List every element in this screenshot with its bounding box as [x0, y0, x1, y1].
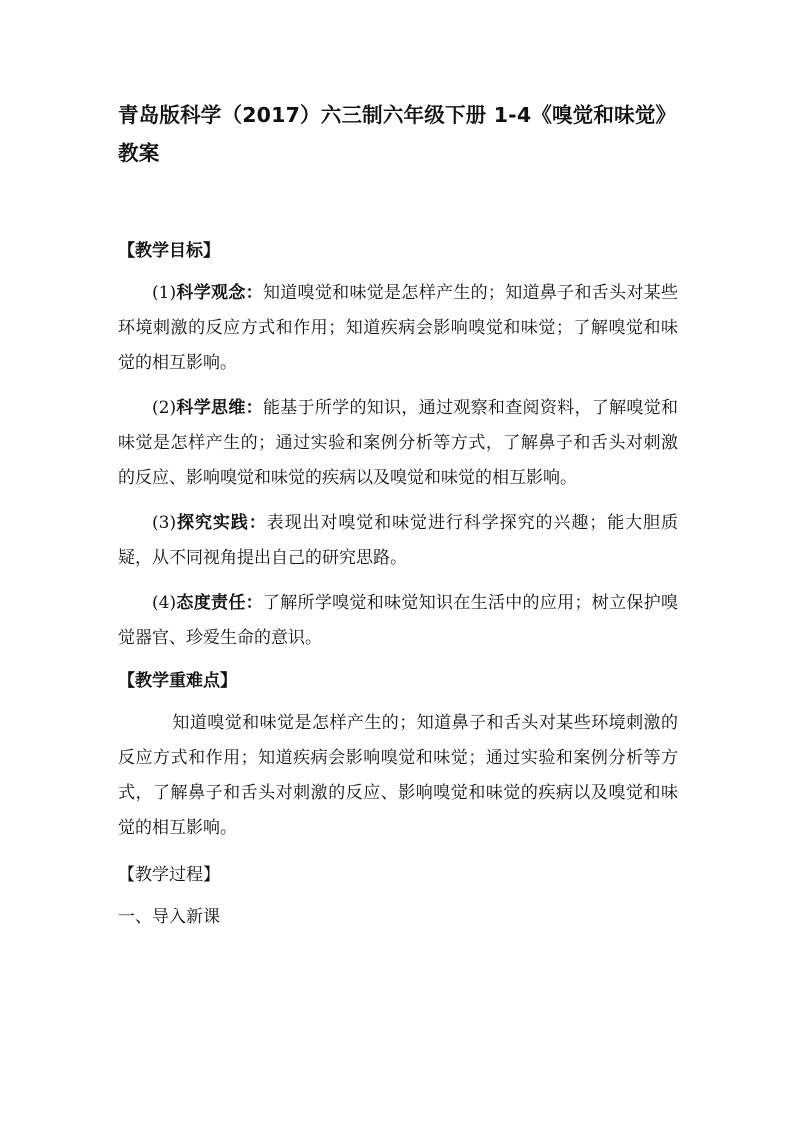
goal-number: (4): [152, 593, 177, 613]
document-page: [118, 96, 678, 934]
process-heading: 【教学过程】: [118, 865, 220, 885]
goal-text: 了解所学嗅觉和味觉知识在生活中的应用；树立保护嗅觉器官、珍爱生命的意识。: [118, 593, 679, 648]
goal-label: 科学思维：: [176, 398, 263, 418]
goal-text: 表现出对嗅觉和味觉进行科学探究的兴趣；能大胆质疑，从不同视角提出自己的研究思路。: [118, 513, 679, 568]
goal-item: [118, 391, 678, 496]
goal-item: [118, 276, 678, 381]
goal-number: (2): [152, 398, 177, 418]
goal-text: 能基于所学的知识，通过观察和查阅资料，了解嗅觉和味觉是怎样产生的；通过实验和案例分析等方式，了解鼻子和舌头对刺激的反应、影响嗅觉和味觉的疾病以及嗅觉和味觉的相互影响。: [118, 398, 679, 488]
goal-label: 态度责任：: [176, 593, 263, 613]
process-step: 一、导入新课: [118, 907, 220, 927]
goal-item: [118, 506, 678, 576]
goal-label: 探究实践：: [176, 513, 267, 533]
goal-label: 科学观念：: [176, 283, 263, 303]
goals-heading: 【教学目标】: [118, 241, 220, 261]
key-points-text: 知道嗅觉和味觉是怎样产生的；知道鼻子和舌头对某些环境刺激的反应方式和作用；知道疾病会影响嗅觉和味觉；通过实验和案例分析等方式，了解鼻子和舌头对刺激的反应、影响嗅觉和味觉的疾病以及嗅觉和味觉的相互影响。: [118, 713, 678, 838]
key-points-heading: 【教学重难点】: [118, 671, 237, 691]
document-title: 青岛版科学（2017）六三制六年级下册 1-4《嗅觉和味觉》教案: [118, 103, 677, 165]
goal-item: [118, 586, 678, 656]
goal-text: 知道嗅觉和味觉是怎样产生的；知道鼻子和舌头对某些环境刺激的反应方式和作用；知道疾病会影响嗅觉和味觉；了解嗅觉和味觉的相互影响。: [118, 283, 679, 373]
goal-number: (3): [152, 513, 177, 533]
goal-number: (1): [152, 283, 177, 303]
